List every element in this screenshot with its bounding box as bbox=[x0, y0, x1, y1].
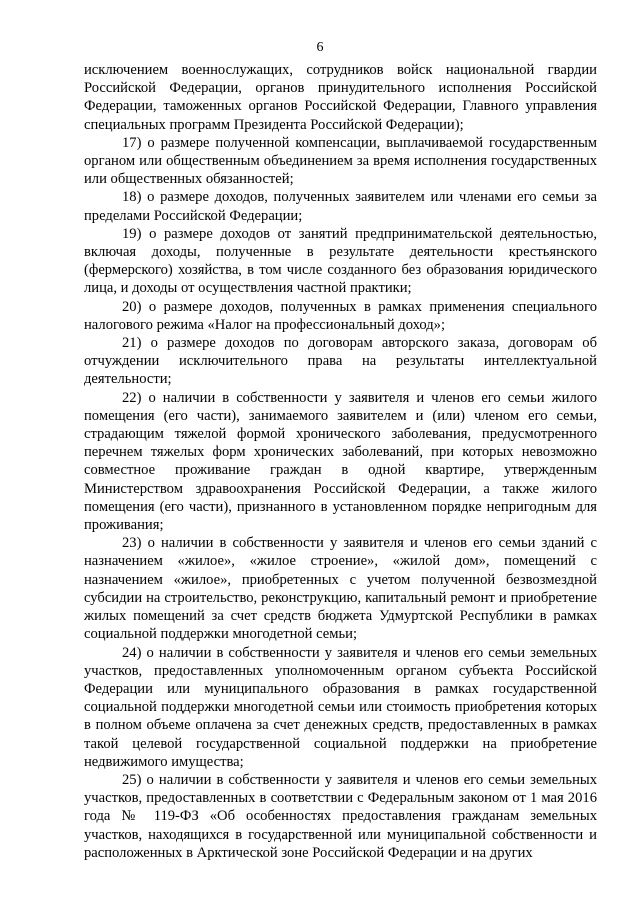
page-number: 6 bbox=[316, 40, 324, 55]
paragraph-item-25: 25) о наличии в собственности у заявителя и членов его семьи земельных участков, предоставленных в соответствии с Федеральным законом от 1 мая 2016 года № 119-ФЗ «Об особенностях предоставления гражданам земельных участков, находящихся в государственной или муниципальной собственности и расположенных в Арктической зоне Российской Федерации и на других bbox=[84, 771, 597, 861]
paragraph-item-24: 24) о наличии в собственности у заявителя и членов его семьи земельных участков, предоставленных уполномоченным органом субъекта Российской Федерации или муниципального образования в рамках государственной социальной поддержки многодетной семьи или стоимость приобретения которых в полном объеме оплачена за счет денежных средств, предоставленных в рамках такой целевой государственной социальной поддержки на приобретение недвижимого имущества; bbox=[84, 644, 597, 770]
paragraph-item-18: 18) о размере доходов, полученных заявителем или членами его семьи за пределами Российской Федерации; bbox=[84, 189, 597, 224]
paragraph-item-19: 19) о размере доходов от занятий предпринимательской деятельностью, включая доходы, полученные в результате деятельности крестьянского (фермерского) хозяйства, в том числе созданного без образования юридического лица, и доходы от осуществления частной практики; bbox=[84, 225, 597, 297]
paragraph-item-17: 17) о размере полученной компенсации, выплачиваемой государственным органом или общественным объединением за время исполнения государственных или общественных обязанностей; bbox=[84, 134, 597, 188]
paragraph-item-22: 22) о наличии в собственности у заявителя и членов его семьи жилого помещения (его части), занимаемого заявителем и (или) членом его семьи, страдающим тяжелой формой хронического заболевания, предусмотренного перечнем тяжелых форм хронических заболеваний, при которых невозможно совместное проживание граждан в одной квартире, утвержденным Министерством здравоохранения Российской Федерации, а также жилого помещения (его части), признанного в установленном порядке непригодным для проживания; bbox=[84, 389, 597, 534]
paragraph-continuation: исключением военнослужащих, сотрудников войск национальной гвардии Российской Федерации, органов принудительного исполнения Российской Федерации, таможенных органов Российской Федерации, Главного управления специальных программ Президента Российской Федерации); bbox=[84, 62, 597, 133]
paragraph-item-20: 20) о размере доходов, полученных в рамках применения специального налогового режима «Налог на профессиональный доход»; bbox=[84, 298, 597, 333]
paragraph-item-21: 21) о размере доходов по договорам авторского заказа, договорам об отчуждении исключительного права на результаты интеллектуальной деятельности; bbox=[84, 335, 597, 388]
document-body bbox=[84, 61, 597, 862]
paragraph-item-23: 23) о наличии в собственности у заявителя и членов его семьи зданий с назначением «жилое», «жилое строение», «жилой дом», помещений с назначением «жилое», приобретенных с учетом полученной безвозмездной субсидии на строительство, реконструкцию, капитальный ремонт и приобретение жилых помещений за счет средств бюджета Удмуртской Республики в рамках социальной поддержки многодетной семьи; bbox=[84, 535, 597, 643]
